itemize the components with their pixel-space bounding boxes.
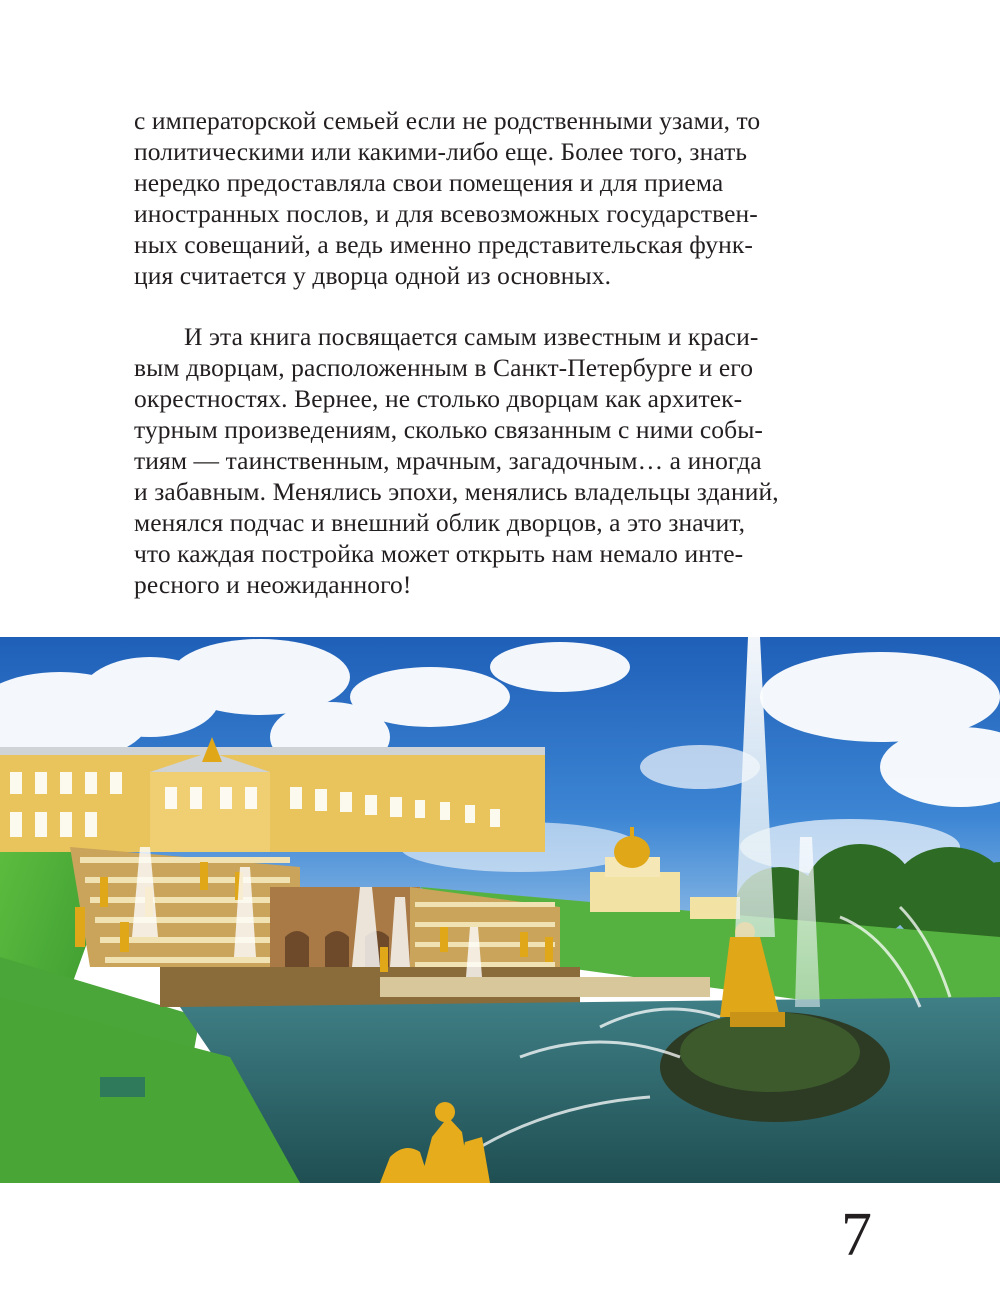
- text-line: нередко предоставляла свои помещения и для приема: [134, 167, 724, 197]
- text-line: окрестностях. Вернее, не столько дворцам как архитек-: [134, 384, 743, 414]
- text-line: ных совещаний, а ведь именно представительская функ-: [134, 229, 753, 259]
- text-line: ресного и неожиданного!: [134, 569, 412, 599]
- text-line: менялся подчас и внешний облик дворцов, а это значит,: [134, 507, 746, 537]
- text-line: И эта книга посвящается самым известным и краси-: [184, 322, 759, 352]
- page-number: 7: [841, 1201, 872, 1269]
- grand-palace: [0, 737, 545, 852]
- text-line: турным произведениям, сколько связанным с ними собы-: [134, 415, 764, 445]
- text-line: политическими или какими-либо еще. Более того, знать: [134, 136, 748, 166]
- text-line: вым дворцам, расположенным в Санкт-Петербурге и его: [134, 353, 754, 383]
- text-line: тиям — таинственным, мрачным, загадочным… а иногда: [134, 446, 762, 476]
- text-line: иностранных послов, и для всевозможных государствен-: [134, 198, 758, 228]
- palace-fountain-photo: [0, 637, 1000, 1183]
- text-line: ция считается у дворца одной из основных.: [134, 260, 612, 290]
- paragraph-2: [134, 322, 834, 600]
- paragraph-1: [134, 106, 834, 291]
- text-line: и забавным. Менялись эпохи, менялись владельцы зданий,: [134, 476, 779, 506]
- text-line: с императорской семьей если не родственными узами, то: [134, 106, 761, 135]
- text-line: что каждая постройка может открыть нам немало инте-: [134, 538, 744, 568]
- body-text: [134, 106, 834, 601]
